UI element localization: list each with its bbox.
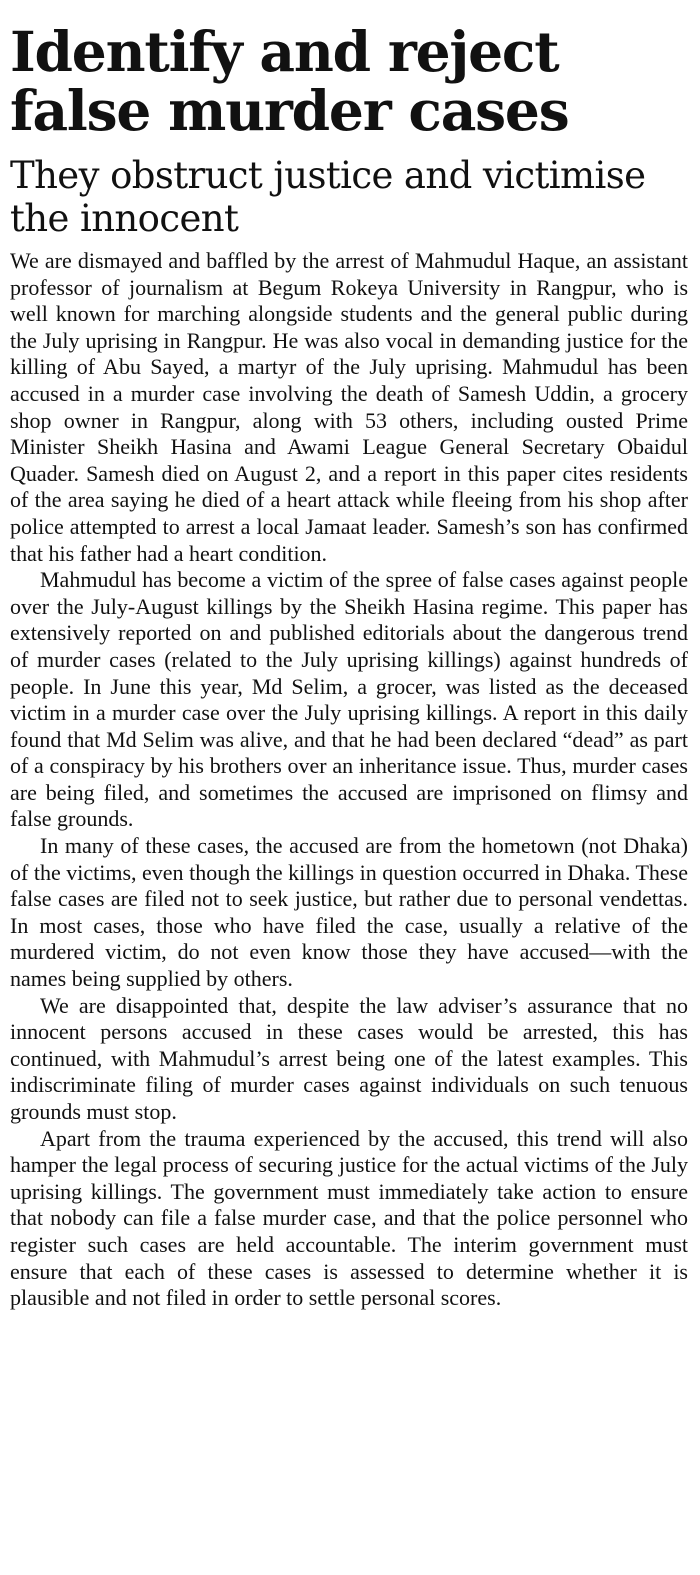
article-body (10, 248, 688, 1312)
editorial-article (10, 19, 688, 1312)
subheadline: They obstruct justice and victimise the innocent (10, 154, 646, 240)
paragraph-4: We are disappointed that, despite the law adviser’s assurance that no innocent persons accused in these cases would be arrested, this has continued, with Mahmudul’s arrest being one of the latest examples. This indiscriminate filing of murder cases against individuals on such tenuous grounds must stop. (10, 992, 688, 1124)
paragraph-5: Apart from the trauma experienced by the accused, this trend will also hamper the legal process of securing justice for the actual victims of the July uprising killings. The government must immediately take action to ensure that nobody can file a false murder case, and that the police personnel who register such cases are held accountable. The interim government must ensure that each of these cases is assessed to determine whether it is plausible and not filed in order to settle personal scores. (10, 1125, 688, 1311)
paragraph-3: In many of these cases, the accused are from the hometown (not Dhaka) of the victims, even though the killings in question occurred in Dhaka. These false cases are filed not to seek justice, but rather due to personal vendettas. In most cases, those who have filed the case, usually a relative of the murdered victim, do not even know those they have accused—with the names being supplied by others. (10, 833, 688, 992)
paragraph-2: Mahmudul has become a victim of the spree of false cases against people over the July-August killings by the Sheikh Hasina regime. This paper has extensively reported on and published editorials about the dangerous trend of murder cases (related to the July uprising killings) against hundreds of people. In June this year, Md Selim, a grocer, was listed as the deceased victim in a murder case over the July uprising killings. A report in this daily found that Md Selim was alive, and that he had been declared “dead” as part of a conspiracy by his brothers over an inheritance issue. Thus, murder cases are being filed, and sometimes the accused are imprisoned on flimsy and false grounds. (10, 567, 688, 832)
headline: Identify and reject false murder cases (10, 19, 569, 143)
paragraph-1: We are dismayed and baffled by the arrest of Mahmudul Haque, an assistant professor of journalism at Begum Rokeya University in Rangpur, who is well known for marching alongside students and the general public during the July uprising in Rangpur. He was also vocal in demanding justice for the killing of Abu Sayed, a martyr of the July uprising. Mahmudul has been accused in a murder case involving the death of Samesh Uddin, a grocery shop owner in Rangpur, along with 53 others, including ousted Prime Minister Sheikh Hasina and Awami League General Secretary Obaidul Quader. Samesh died on August 2, and a report in this paper cites residents of the area saying he died of a heart attack while fleeing from his shop after police attempted to arrest a local Jamaat leader. Samesh’s son has confirmed that his father had a heart condition. (10, 248, 688, 566)
